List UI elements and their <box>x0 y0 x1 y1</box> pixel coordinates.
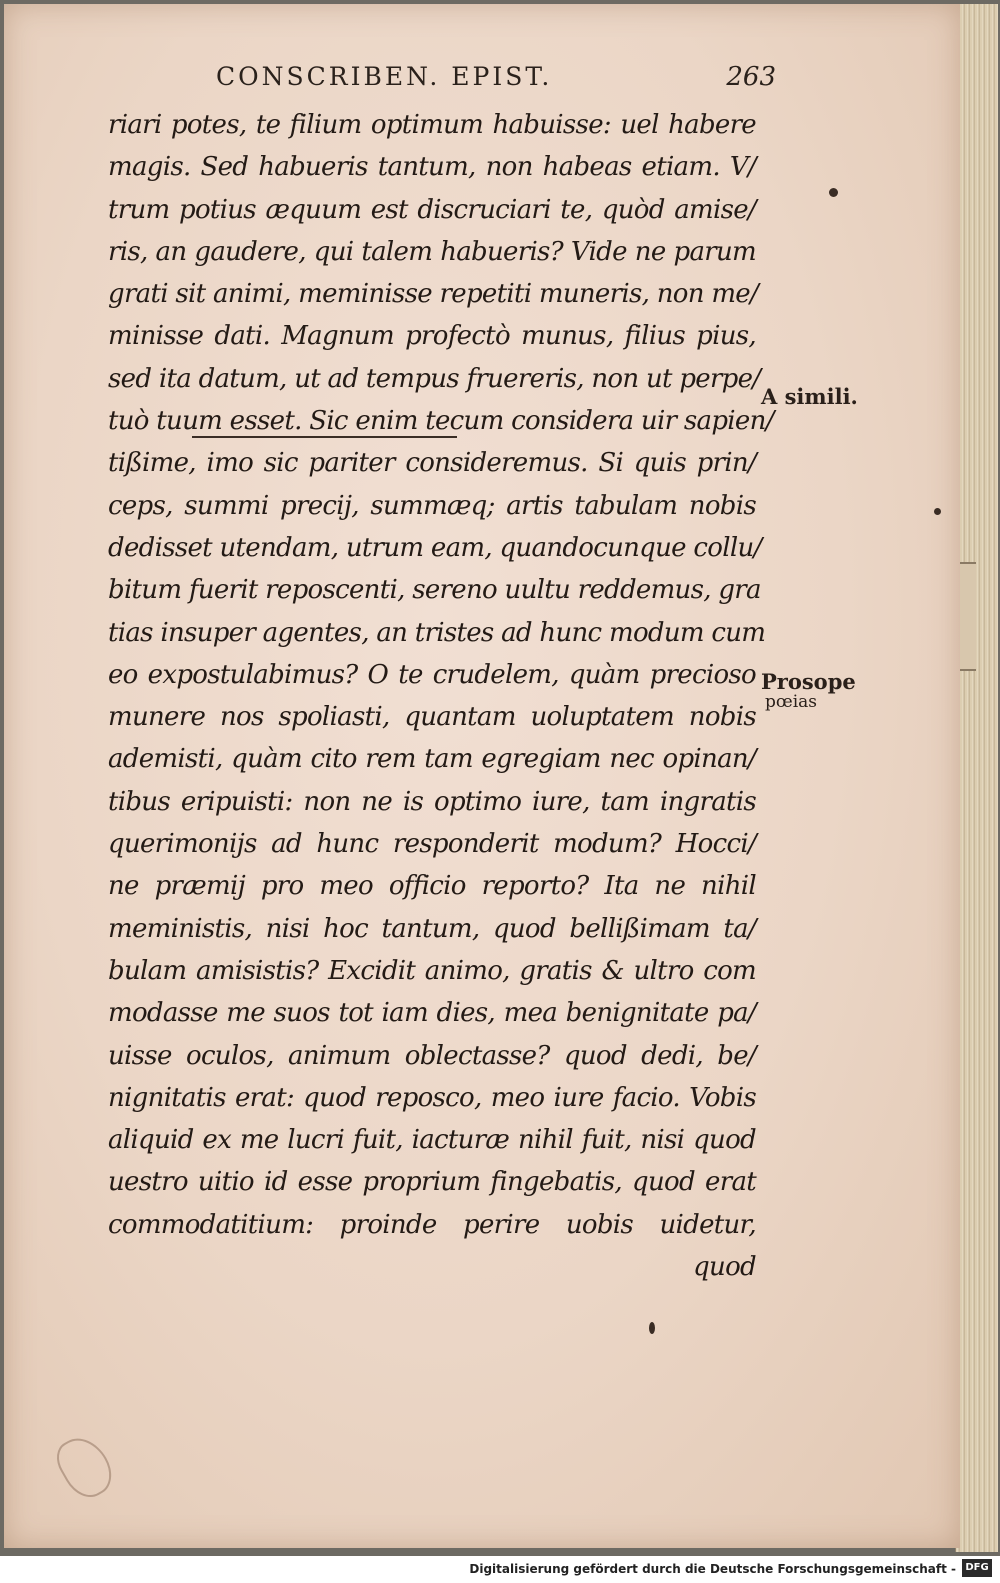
dfg-logo-icon: DFG <box>962 1559 992 1577</box>
text-line: dedisset utendam, utrum eam, quandocunque collu/ <box>108 532 762 563</box>
text-line: meministis, nisi hoc tantum, quod bellißimam ta/ <box>108 913 756 944</box>
text-line: uestro uitio id esse proprium fingebatis, quod erat <box>108 1167 756 1198</box>
margin-note-prosopopoeia <box>761 669 856 712</box>
text-line: munere nos spoliasti, quantam uoluptatem nobis <box>108 702 756 733</box>
text-line: bitum fuerit reposcenti, sereno uultu reddemus, gra <box>108 575 761 606</box>
text-line: tuò tuum esset. Sic enim tecum considera uir sapien/ <box>108 406 774 437</box>
text-line: aliquid ex me lucri fuit, iacturæ nihil fuit, nisi quod <box>108 1125 756 1156</box>
book-page-edges <box>955 4 998 1552</box>
margin-note-line: pœias <box>765 692 817 712</box>
handwritten-underline <box>192 436 457 438</box>
parchment-page <box>4 4 960 1548</box>
text-line: magis. Sed habueris tantum, non habeas etiam. V/ <box>108 152 756 183</box>
text-line: nignitatis erat: quod reposco, meo iure facio. Vobis <box>108 1082 756 1113</box>
margin-note-simili: A simili. <box>761 384 858 409</box>
ink-spot <box>934 508 941 515</box>
thumb-smudge <box>50 1429 121 1506</box>
text-line: querimonijs ad hunc responderit modum? Hocci/ <box>108 829 756 860</box>
text-line: tißime, imo sic pariter consideremus. Si quis prin/ <box>108 448 756 479</box>
text-line: trum potius æquum est discruciari te, quòd amise/ <box>108 194 756 225</box>
text-line: minisse dati. Magnum profectò munus, filius pius, <box>108 321 756 352</box>
text-line: riari potes, te filium optimum habuisse: uel habere <box>108 110 756 140</box>
text-line: sed ita datum, ut ad tempus fruereris, non ut perpe/ <box>108 363 761 394</box>
footer-credit: Digitalisierung gefördert durch die Deutsche Forschungsgemeinschaft - <box>469 1562 956 1576</box>
text-line: ris, an gaudere, qui talem habueris? Vide ne parum <box>108 236 756 267</box>
text-line: tias insuper agentes, an tristes ad hunc modum cum <box>108 617 766 648</box>
text-line: uisse oculos, animum oblectasse? quod dedi, be/ <box>108 1040 756 1071</box>
text-line: commodatitium: proinde perire uobis uidetur, <box>108 1209 756 1240</box>
running-head: CONSCRIBEN. EPIST. <box>216 62 553 91</box>
text-line: modasse me suos tot iam dies, mea benignitate pa/ <box>108 998 756 1029</box>
page-number: 263 <box>726 62 776 92</box>
text-line: ne præmij pro meo officio reporto? Ita ne nihil <box>108 871 756 902</box>
text-line: ademisti, quàm cito rem tam egregiam nec opinan/ <box>108 744 756 775</box>
page-header <box>216 62 776 102</box>
text-line: tibus eripuisti: non ne is optimo iure, tam ingratis <box>108 786 756 817</box>
margin-note-line: Prosope <box>761 669 856 694</box>
text-line: eo expostulabimus? O te crudelem, quàm precioso <box>108 659 756 690</box>
catchword: quod <box>693 1252 756 1283</box>
digitization-footer <box>0 1556 1000 1583</box>
body-text-block <box>108 104 774 1288</box>
ink-spot <box>829 188 838 197</box>
text-line: bulam amisistis? Excidit animo, gratis & ultro com <box>108 955 756 986</box>
text-line: grati sit animi, meminisse repetiti muneris, non me/ <box>108 279 759 310</box>
ink-spot <box>649 1322 655 1334</box>
text-line: ceps, summi precij, summæq; artis tabulam nobis <box>108 490 756 521</box>
